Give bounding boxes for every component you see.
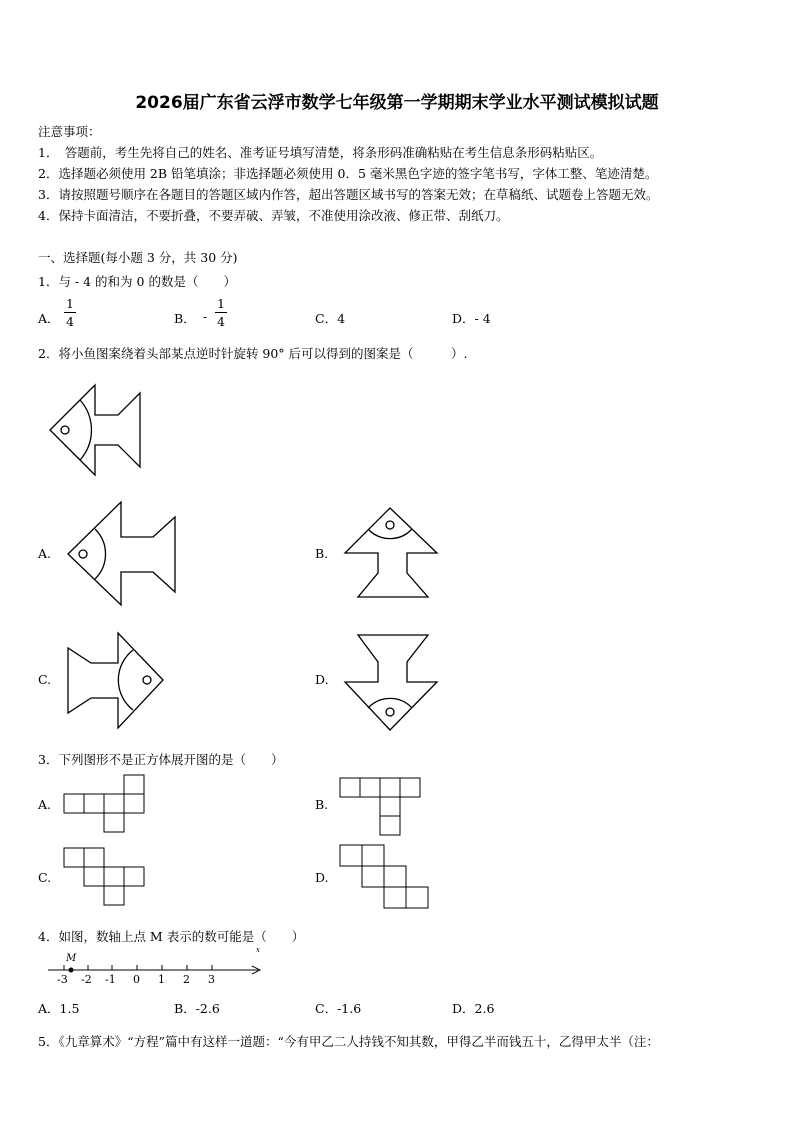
point-m-label: M bbox=[66, 953, 77, 964]
section-heading: 一、选择题(每小题 3 分，共 30 分) bbox=[38, 250, 238, 265]
q1-option-b-sign: - bbox=[203, 309, 208, 324]
tick-label: 3 bbox=[208, 973, 215, 986]
q1-option-b-fraction: 1 4 bbox=[215, 296, 227, 329]
tick-label: 2 bbox=[183, 973, 190, 986]
tick-label: 0 bbox=[133, 973, 140, 986]
q1-option-d: D．- 4 bbox=[452, 311, 491, 326]
tick-label: 1 bbox=[158, 973, 165, 986]
tick-label: -1 bbox=[105, 973, 116, 986]
axis-end-label: x bbox=[256, 946, 260, 954]
cube-net-option-c bbox=[64, 848, 149, 908]
q3-option-b-label: B. bbox=[315, 797, 329, 812]
q3-option-d-label: D. bbox=[315, 870, 329, 885]
q2-option-a-label: A. bbox=[38, 546, 52, 561]
fish-option-a-figure bbox=[63, 497, 183, 612]
q1-option-b-label: B． bbox=[174, 311, 196, 326]
notice-item: 2．选择题必须使用 2B 铅笔填涂；非选择题必须使用 0．5 毫米黑色字迹的签字笔书写，字体工整、笔迹清楚。 bbox=[38, 166, 658, 181]
page-title: 2026届广东省云浮市数学七年级第一学期期末学业水平测试模拟试题 bbox=[135, 93, 659, 113]
q4-option-b: B．-2.6 bbox=[174, 1001, 220, 1016]
fish-original-figure bbox=[40, 375, 170, 490]
question-4-stem: 4．如图，数轴上点 M 表示的数可能是（ ） bbox=[38, 929, 305, 944]
notice-item: 4．保持卡面清洁，不要折叠，不要弄破、弄皱，不准使用涂改液、修正带、刮纸刀。 bbox=[38, 208, 509, 223]
q4-option-a: A．1.5 bbox=[38, 1001, 80, 1016]
notice-item: 1． 答题前，考生先将自己的姓名、准考证号填写清楚，将条形码准确粘贴在考生信息条形码粘贴区。 bbox=[38, 145, 603, 160]
q1-option-a-fraction: 1 4 bbox=[64, 296, 76, 329]
cube-net-option-b bbox=[340, 778, 425, 838]
notice-heading: 注意事项： bbox=[38, 124, 101, 139]
q2-option-c-label: C. bbox=[38, 672, 52, 687]
fish-option-c-figure bbox=[63, 628, 173, 733]
question-2-stem: 2．将小鱼图案绕着头部某点逆时针旋转 90° 后可以得到的图案是（ ）. bbox=[38, 346, 468, 361]
cube-net-option-a bbox=[64, 775, 149, 835]
q1-option-a-label: A． bbox=[38, 311, 60, 326]
q1-option-c: C．4 bbox=[315, 311, 346, 326]
q4-option-d: D．2.6 bbox=[452, 1001, 495, 1016]
q2-option-b-label: B. bbox=[315, 546, 329, 561]
q3-option-a-label: A. bbox=[38, 797, 52, 812]
cube-net-option-d bbox=[340, 845, 440, 915]
question-5-stem: 5．《九章算术》“方程”篇中有这样一道题：“今有甲乙二人持钱不知其数，甲得乙半而钱五十，乙得甲太半（注： bbox=[38, 1034, 659, 1049]
tick-label: -2 bbox=[81, 973, 92, 986]
question-3-stem: 3．下列图形不是正方体展开图的是（ ） bbox=[38, 752, 284, 767]
q3-option-c-label: C. bbox=[38, 870, 52, 885]
q4-option-c: C．-1.6 bbox=[315, 1001, 362, 1016]
notice-item: 3．请按照题号顺序在各题目的答题区域内作答，超出答题区域书写的答案无效；在草稿纸、试题卷上答题无效。 bbox=[38, 187, 659, 202]
tick-label: -3 bbox=[57, 973, 68, 986]
question-1-stem: 1．与 - 4 的和为 0 的数是（ ） bbox=[38, 274, 236, 289]
q2-option-d-label: D. bbox=[315, 672, 329, 687]
fish-option-d-figure bbox=[340, 630, 450, 735]
fish-option-b-figure bbox=[340, 505, 450, 610]
